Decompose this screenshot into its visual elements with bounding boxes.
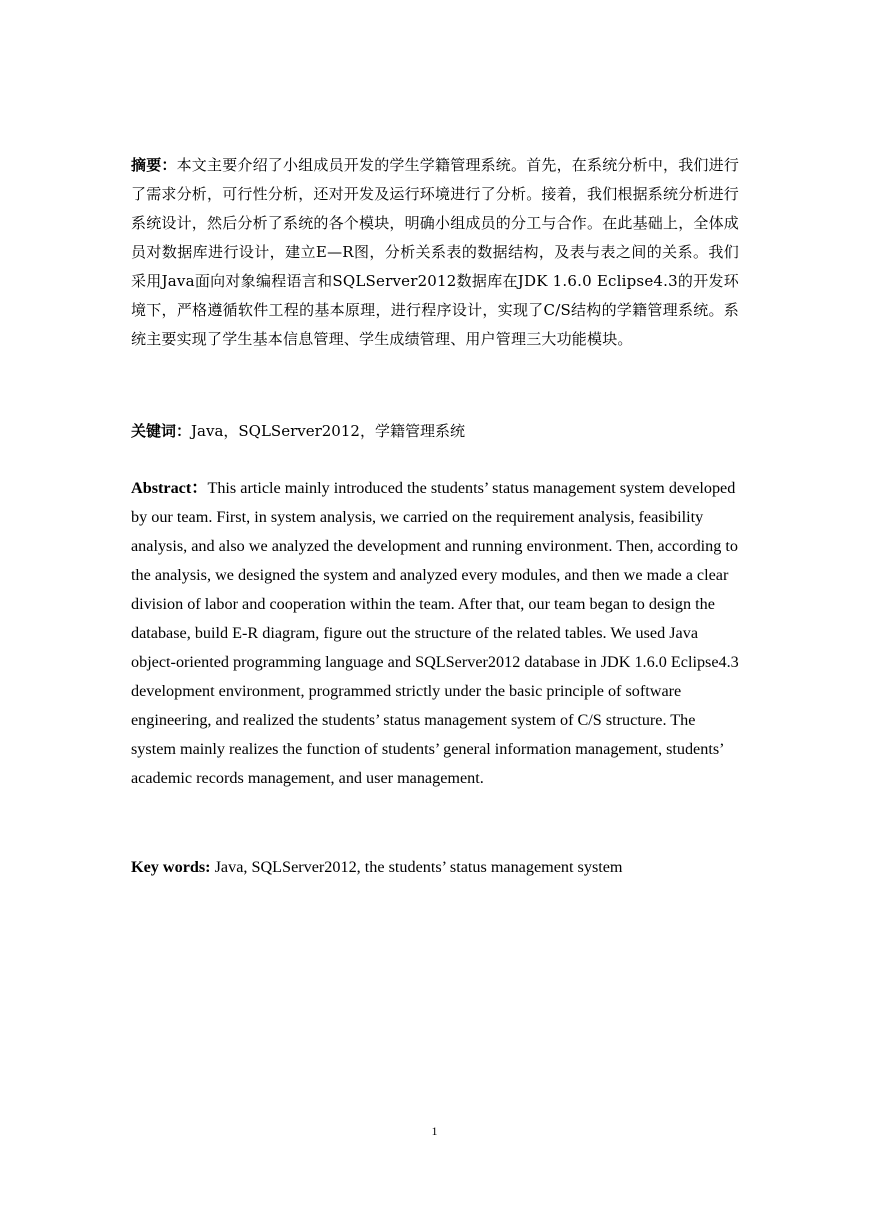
english-abstract-label: Abstract： — [131, 479, 208, 497]
chinese-abstract-paragraph — [131, 151, 739, 354]
chinese-keywords-text: Java，SQLServer2012，学籍管理系统 — [191, 422, 465, 440]
chinese-keywords-label: 关键词： — [131, 422, 192, 440]
english-keywords-label: Key words: — [131, 858, 211, 876]
english-keywords-text: Java, SQLServer2012, the students’ status management system — [210, 858, 623, 876]
english-keywords-paragraph — [131, 853, 741, 882]
chinese-abstract-label: 摘要： — [131, 156, 177, 174]
english-abstract-text: This article mainly introduced the students’ status management system developed by our team. First, in system analysis, we carried on the requirement analysis, feasibility analysis, and also we analyzed the development and running environment. Then, according to the analysis, we designed the system and analyzed every modules, and then we made a clear division of labor and cooperation within the team. After that, our team began to design the database, build E-R diagram, figure out the structure of the related tables. We used Java object-oriented programming language and SQLServer2012 database in JDK 1.6.0 Eclipse4.3 development environment, programmed strictly under the basic principle of software engineering, and realized the students’ status management system of C/S structure. The system mainly realizes the function of students’ general information management, students’ academic records management, and user management. — [131, 479, 739, 787]
chinese-abstract-text: 本文主要介绍了小组成员开发的学生学籍管理系统。首先，在系统分析中，我们进行了需求分析，可行性分析，还对开发及运行环境进行了分析。接着，我们根据系统分析进行系统设计，然后分析了系统的各个模块，明确小组成员的分工与合作。在此基础上，全体成员对数据库进行设计，建立E—R图，分析关系表的数据结构，及表与表之间的关系。我们采用Java面向对象编程语言和SQLServer2012数据库在JDK 1.6.0 Eclipse4.3的开发环境下，严格遵循软件工程的基本原理，进行程序设计，实现了C/S结构的学籍管理系统。系统主要实现了学生基本信息管理、学生成绩管理、用户管理三大功能模块。 — [131, 156, 740, 348]
page-number: 1 — [431, 1124, 438, 1138]
chinese-keywords-paragraph — [131, 417, 739, 446]
english-abstract-paragraph — [131, 474, 741, 793]
